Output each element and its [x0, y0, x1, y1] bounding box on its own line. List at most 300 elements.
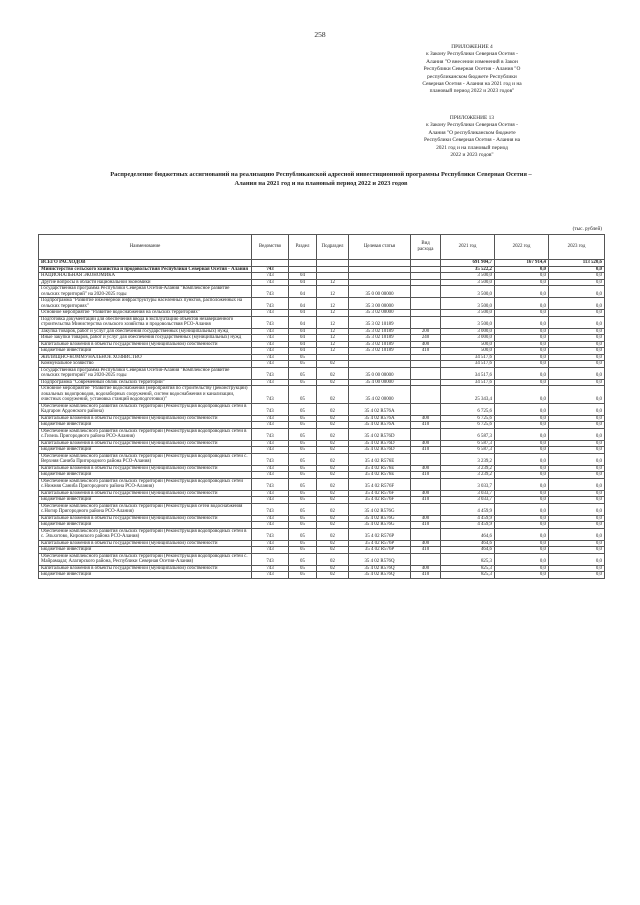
- column-header: 2021 год: [441, 235, 495, 260]
- table-cell: 35 4 02 R576P: [349, 540, 411, 547]
- table-cell: 0,0: [495, 478, 549, 490]
- table-cell: 0,0: [495, 310, 549, 317]
- column-header: Ведомство: [252, 235, 289, 260]
- title-lines-line: Распределение бюджетных ассигнований на реализацию Республиканской адресной инвестиционной программы Республики Северная Осетия –: [110, 171, 532, 178]
- table-cell: Капитальные вложения в объекты государственной (муниципальной) собственности: [39, 565, 252, 572]
- table-cell: 12: [317, 341, 349, 348]
- table-cell: 743: [252, 497, 289, 504]
- table-cell: 0,0: [549, 415, 605, 422]
- table-cell: 500,0: [441, 348, 495, 355]
- column-header: 2022 год: [495, 235, 549, 260]
- table-cell: 0,0: [549, 528, 605, 540]
- table-cell: 02: [317, 361, 349, 368]
- table-cell: 02: [317, 472, 349, 479]
- table-cell: 743: [252, 478, 289, 490]
- table-cell: 0,0: [495, 465, 549, 472]
- table-row: [39, 572, 605, 579]
- appendix-4-line: Алания "О внесении изменений в Закон: [426, 58, 518, 65]
- table-cell: 12: [317, 316, 349, 328]
- table-cell: Капитальные вложения в объекты государственной (муниципальной) собственности: [39, 490, 252, 497]
- table-cell: 400: [411, 490, 441, 497]
- table-cell: 410: [411, 497, 441, 504]
- table-cell: 35 4 02 R576A: [349, 415, 411, 422]
- table-cell: ВСЕГО РАСХОДОВ: [39, 260, 252, 267]
- table-cell: 4 459,9: [441, 503, 495, 515]
- table-cell: 6 587,3: [441, 428, 495, 440]
- table-cell: 0,0: [549, 403, 605, 415]
- table-cell: 02: [317, 497, 349, 504]
- table-cell: 464,6: [441, 540, 495, 547]
- table-cell: 35 4 00 00000: [349, 379, 411, 386]
- table-cell: 04: [289, 279, 317, 286]
- table-cell: Бюджетные инвестиции: [39, 472, 252, 479]
- table-cell: 0,0: [549, 472, 605, 479]
- table-cell: 0,0: [495, 354, 549, 361]
- table-cell: Капитальные вложения в объекты государственной (муниципальной) собственности: [39, 515, 252, 522]
- table-cell: 743: [252, 428, 289, 440]
- table-cell: 400: [411, 440, 441, 447]
- table-cell: 35 4 02 R576F: [349, 490, 411, 497]
- table-cell: 743: [252, 490, 289, 497]
- table-cell: Бюджетные инвестиции: [39, 547, 252, 554]
- table-cell: 3 500,0: [441, 316, 495, 328]
- table-cell: 3 000,0: [441, 335, 495, 342]
- table-cell: 05: [289, 540, 317, 547]
- table-cell: 04: [289, 335, 317, 342]
- table-cell: 12: [317, 286, 349, 298]
- appendix-13-line: к Закону Республики Северная Осетия -: [426, 122, 518, 129]
- table-cell: 3 033,7: [441, 490, 495, 497]
- table-cell: 35 4 02 R576Q: [349, 565, 411, 572]
- table-cell: 410: [411, 447, 441, 454]
- table-cell: 02: [317, 447, 349, 454]
- table-cell: Подпрограмма "Современный облик сельских территорий": [39, 379, 252, 386]
- table-cell: 6 587,3: [441, 440, 495, 447]
- table-cell: 0,0: [549, 316, 605, 328]
- table-cell: 0,0: [549, 478, 605, 490]
- table-cell: [411, 286, 441, 298]
- table-cell: 35 3 02 10189: [349, 335, 411, 342]
- table-cell: 04: [289, 341, 317, 348]
- table-cell: 0,0: [495, 367, 549, 379]
- table-cell: 35 4 02 R576D: [349, 447, 411, 454]
- table-cell: 743: [252, 354, 289, 361]
- table-cell: 743: [252, 547, 289, 554]
- table-cell: 0,0: [495, 279, 549, 286]
- table-cell: 743: [252, 279, 289, 286]
- table-cell: 12: [317, 328, 349, 335]
- table-cell: 12: [317, 310, 349, 317]
- table-cell: 743: [252, 422, 289, 429]
- column-header: 2023 год: [549, 235, 605, 260]
- table-cell: 12: [317, 335, 349, 342]
- title-lines-line: Алания на 2021 год и на плановый период 2022 и 2023 годов: [234, 179, 408, 187]
- table-cell: 400: [411, 415, 441, 422]
- appendix-4-header: [372, 44, 572, 96]
- table-cell: 0,0: [549, 553, 605, 565]
- table-cell: 743: [252, 310, 289, 317]
- table-cell: 743: [252, 341, 289, 348]
- table-cell: 410: [411, 572, 441, 579]
- table-cell: 35 4 02 R576A: [349, 403, 411, 415]
- table-cell: 05: [289, 547, 317, 554]
- page-number: 258: [314, 30, 326, 39]
- table-cell: 0,0: [549, 428, 605, 440]
- table-cell: 410: [411, 422, 441, 429]
- table-cell: 35 3 00 00000: [349, 298, 411, 310]
- table-cell: [411, 403, 441, 415]
- table-cell: 05: [289, 497, 317, 504]
- table-cell: Бюджетные инвестиции: [39, 522, 252, 529]
- table-cell: 04: [289, 286, 317, 298]
- table-cell: 3 033,7: [441, 497, 495, 504]
- table-body: [39, 260, 605, 579]
- table-cell: 05: [289, 472, 317, 479]
- table-cell: 410: [411, 348, 441, 355]
- table-cell: Подпрограмма "Развитие инженерной инфраструктуры населенных пунктов, расположенных на сельских территориях": [39, 298, 252, 310]
- table-cell: 3 500,0: [441, 273, 495, 280]
- table-cell: 0,0: [495, 472, 549, 479]
- table-cell: [411, 386, 441, 404]
- table-cell: Обеспечение комплексного развития сельских территорий (Реконструкция водопроводных сетей с. Майрамадаг, Алагирского района, Республики Северная Осетия-Алания): [39, 553, 252, 565]
- table-cell: 05: [289, 415, 317, 422]
- table-row: [39, 403, 605, 415]
- table-cell: Коммунальное хозяйство: [39, 361, 252, 368]
- table-cell: 4 459,9: [441, 522, 495, 529]
- table-cell: 05: [289, 367, 317, 379]
- table-cell: 02: [317, 515, 349, 522]
- table-cell: 743: [252, 348, 289, 355]
- table-cell: 05: [289, 428, 317, 440]
- table-cell: 743: [252, 553, 289, 565]
- table-cell: 0,0: [495, 298, 549, 310]
- table-cell: 05: [289, 522, 317, 529]
- appendix-4-line: республиканском бюджете Республики: [427, 73, 517, 80]
- table-cell: 240: [411, 335, 441, 342]
- table-cell: 35 4 02 R576P: [349, 528, 411, 540]
- table-cell: 464,6: [441, 547, 495, 554]
- table-cell: 12: [317, 348, 349, 355]
- table-cell: 35 4 02 R576E: [349, 472, 411, 479]
- table-cell: 500,0: [441, 341, 495, 348]
- table-cell: Бюджетные инвестиции: [39, 422, 252, 429]
- table-cell: 35 4 02 R576Q: [349, 572, 411, 579]
- table-cell: Капитальные вложения в объекты государственной (муниципальной) собственности: [39, 415, 252, 422]
- table-cell: 0,0: [549, 361, 605, 368]
- table-cell: 05: [289, 565, 317, 572]
- table-cell: 0,0: [495, 447, 549, 454]
- table-cell: 05: [289, 490, 317, 497]
- table-cell: 34 517,6: [441, 361, 495, 368]
- table-cell: Обеспечение комплексного развития сельских территорий (Реконструкция водопроводных сетей в с.Гизель Пригородного района РСО-Алания): [39, 428, 252, 440]
- table-cell: 6 725,6: [441, 422, 495, 429]
- table-cell: 0,0: [495, 497, 549, 504]
- table-cell: 0,0: [495, 453, 549, 465]
- table-cell: 743: [252, 503, 289, 515]
- table-cell: 05: [289, 403, 317, 415]
- table-cell: 0,0: [495, 528, 549, 540]
- appendix-4-line: ПРИЛОЖЕНИЕ 4: [451, 44, 493, 50]
- table-cell: 0,0: [549, 540, 605, 547]
- table-cell: 0,0: [495, 422, 549, 429]
- table-cell: 0,0: [549, 266, 605, 273]
- table-row: [39, 553, 605, 565]
- table-cell: 04: [289, 328, 317, 335]
- table-cell: 743: [252, 440, 289, 447]
- table-cell: 05: [289, 453, 317, 465]
- table-cell: 0,0: [495, 553, 549, 565]
- table-cell: Бюджетные инвестиции: [39, 497, 252, 504]
- table-cell: [411, 367, 441, 379]
- table-cell: 743: [252, 386, 289, 404]
- table-cell: 0,0: [549, 298, 605, 310]
- table-cell: 04: [289, 316, 317, 328]
- table-cell: Другие вопросы в области национальной экономики: [39, 279, 252, 286]
- appendix-13-line: Алания "О республиканском бюджете: [428, 129, 516, 136]
- table-cell: Капитальные вложения в объекты государственной (муниципальной) собственности: [39, 465, 252, 472]
- column-header: Подраздел: [317, 235, 349, 260]
- table-cell: 0,0: [549, 386, 605, 404]
- table-row: [39, 453, 605, 465]
- table-cell: 35 0 00 00000: [349, 286, 411, 298]
- table-cell: 0,0: [549, 440, 605, 447]
- table-cell: [411, 503, 441, 515]
- table-cell: Обеспечение комплексного развития сельских территорий (Реконструкция водопроводных сетей с. Верхняя Саниба Пригородного района РСО-Алания): [39, 453, 252, 465]
- table-cell: 05: [289, 447, 317, 454]
- table-cell: 04: [289, 348, 317, 355]
- column-header: Наименование: [39, 235, 252, 260]
- table-cell: Бюджетные инвестиции: [39, 348, 252, 355]
- table-cell: 04: [289, 310, 317, 317]
- table-cell: 0,0: [549, 497, 605, 504]
- table-cell: 825,3: [441, 553, 495, 565]
- table-cell: 0,0: [495, 348, 549, 355]
- table-cell: 0,0: [549, 335, 605, 342]
- table-cell: [411, 528, 441, 540]
- table-cell: 02: [317, 386, 349, 404]
- table-cell: Государственная программа Республики Северная Осетия-Алания "Комплексное развитие сельских территорий" на 2020-2025 годы: [39, 286, 252, 298]
- table-cell: 02: [317, 490, 349, 497]
- table-cell: 35 4 02 R576E: [349, 465, 411, 472]
- table-cell: 0,0: [549, 572, 605, 579]
- table-cell: 35 4 02 00000: [349, 386, 411, 404]
- table-cell: 05: [289, 386, 317, 404]
- table-cell: 05: [289, 478, 317, 490]
- table-row: [39, 316, 605, 328]
- table-cell: 0,0: [549, 310, 605, 317]
- table-cell: 0,0: [549, 447, 605, 454]
- table-cell: 743: [252, 379, 289, 386]
- table-cell: 0,0: [549, 422, 605, 429]
- table-cell: 743: [252, 465, 289, 472]
- appendix-13-line: 2022 и 2023 годов": [450, 152, 494, 159]
- table-cell: 05: [289, 503, 317, 515]
- table-cell: 3 000,0: [441, 328, 495, 335]
- table-cell: 02: [317, 528, 349, 540]
- table-cell: 743: [252, 335, 289, 342]
- table-cell: 0,0: [495, 335, 549, 342]
- table-cell: 35 4 02 R576Q: [349, 553, 411, 565]
- table-cell: Бюджетные инвестиции: [39, 447, 252, 454]
- table-cell: 35 4 02 R576D: [349, 428, 411, 440]
- table-cell: 3 239,2: [441, 472, 495, 479]
- table-cell: 6 587,3: [441, 447, 495, 454]
- table-cell: 35 3 02 10189: [349, 328, 411, 335]
- table-cell: 3 500,0: [441, 286, 495, 298]
- table-cell: 0,0: [495, 379, 549, 386]
- table-cell: 743: [252, 403, 289, 415]
- table-cell: 0,0: [549, 354, 605, 361]
- table-cell: Подготовка документации для обеспечения ввода в эксплуатацию объектов незавершенного строительства Министерства сельского хозяйства и продовольствия РСО-Алания: [39, 316, 252, 328]
- table-cell: 35 522,2: [441, 266, 495, 273]
- table-cell: 35 3 02 10189: [349, 348, 411, 355]
- table-cell: Иные закупки товаров, работ и услуг для обеспечения государственных (муниципальных) нужд: [39, 335, 252, 342]
- table-cell: 12: [317, 279, 349, 286]
- table-cell: 743: [252, 472, 289, 479]
- appendix-4-line: Республики Северная Осетия - Алания "О: [423, 66, 521, 73]
- table-cell: 05: [289, 553, 317, 565]
- table-cell: 743: [252, 266, 289, 273]
- table-row: [39, 503, 605, 515]
- table-cell: 02: [317, 565, 349, 572]
- table-cell: 0,0: [549, 547, 605, 554]
- table-cell: Закупка товаров, работ и услуг для обеспечения государственных (муниципальных) нужд: [39, 328, 252, 335]
- table-cell: 410: [411, 522, 441, 529]
- table-cell: 35 3 02 10189: [349, 316, 411, 328]
- table-cell: 410: [411, 547, 441, 554]
- table-cell: 0,0: [495, 266, 549, 273]
- table-cell: 02: [317, 540, 349, 547]
- table-cell: 02: [317, 478, 349, 490]
- table-cell: 02: [317, 415, 349, 422]
- table-cell: 743: [252, 273, 289, 280]
- table-cell: Государственная программа Республики Северная Осетия-Алания "Комплексное развитие сельских территорий" на 2020-2025 годы: [39, 367, 252, 379]
- table-cell: 743: [252, 447, 289, 454]
- table-cell: 0,0: [495, 386, 549, 404]
- table-cell: 0,0: [549, 341, 605, 348]
- table-cell: Обеспечение комплексного развития сельских территорий (Реконструкция водопроводных сетей в с. Эльхотово, Кировского района РСО-Алания): [39, 528, 252, 540]
- table-cell: 35 4 02 R576D: [349, 440, 411, 447]
- table-cell: 02: [317, 503, 349, 515]
- table-cell: 35 4 02 R576G: [349, 503, 411, 515]
- table-cell: 743: [252, 572, 289, 579]
- table-row: [39, 478, 605, 490]
- table-cell: 02: [317, 403, 349, 415]
- table-cell: 0,0: [549, 453, 605, 465]
- table-cell: 200: [411, 328, 441, 335]
- table-cell: 743: [252, 298, 289, 310]
- table-cell: 0,0: [495, 547, 549, 554]
- table-cell: Обеспечение комплексного развития сельских территорий (Реконструкция водопроводных сетей с.Нижняя Саниба Пригородного района РСО-Алания): [39, 478, 252, 490]
- table-header-row: [39, 235, 605, 260]
- table-cell: 743: [252, 522, 289, 529]
- table-cell: 35 4 02 R576G: [349, 515, 411, 522]
- table-cell: 743: [252, 415, 289, 422]
- appendix-13-line: Республики Северная Осетия - Алания на: [424, 137, 520, 144]
- table-cell: 4 459,9: [441, 515, 495, 522]
- table-cell: 05: [289, 572, 317, 579]
- table-cell: 400: [411, 540, 441, 547]
- table-cell: 0,0: [549, 565, 605, 572]
- table-cell: 04: [289, 273, 317, 280]
- table-cell: 400: [411, 565, 441, 572]
- table-cell: 02: [317, 379, 349, 386]
- table-row: [39, 298, 605, 310]
- table-cell: [411, 453, 441, 465]
- document-title: [38, 171, 604, 188]
- table-cell: 02: [317, 572, 349, 579]
- table-cell: 410: [411, 472, 441, 479]
- table-row: [39, 386, 605, 404]
- table-cell: 0,0: [549, 515, 605, 522]
- table-cell: 743: [252, 367, 289, 379]
- table-cell: 12: [317, 298, 349, 310]
- table-cell: 3 239,2: [441, 453, 495, 465]
- table-cell: 05: [289, 379, 317, 386]
- table-cell: 400: [411, 515, 441, 522]
- table-cell: Обеспечение комплексного развития сельских территорий (Реконструкция водопроводных сетей в Кадгарон Ардонского района): [39, 403, 252, 415]
- table-cell: Капитальные вложения в объекты государственной (муниципальной) собственности: [39, 440, 252, 447]
- table-cell: 743: [252, 316, 289, 328]
- table-cell: 02: [317, 522, 349, 529]
- table-cell: 0,0: [495, 572, 549, 579]
- table-cell: 02: [317, 465, 349, 472]
- table-cell: Основное мероприятие "Развитие водоснабжения (мероприятия по строительству (реконструкции) локальных водопроводов, водозаборных сооружений, систем водоснабжения и канализации, очистных сооружений, установка станций водоподготовки)": [39, 386, 252, 404]
- column-header: Вид расхода: [411, 235, 441, 260]
- table-cell: 6 725,6: [441, 403, 495, 415]
- table-cell: 743: [252, 565, 289, 572]
- table-cell: 0,0: [549, 348, 605, 355]
- table-cell: 35 4 02 R576F: [349, 497, 411, 504]
- table-cell: 0,0: [495, 328, 549, 335]
- table-cell: 05: [289, 528, 317, 540]
- table-cell: 02: [317, 553, 349, 565]
- table-cell: 35 0 00 00000: [349, 367, 411, 379]
- appendix-4-line: к Закону Республики Северная Осетия -: [426, 51, 518, 58]
- table-cell: 0,0: [495, 490, 549, 497]
- table-cell: 0,0: [495, 273, 549, 280]
- table-cell: 35 4 02 R576G: [349, 522, 411, 529]
- table-cell: 743: [252, 515, 289, 522]
- table-cell: 0,0: [495, 316, 549, 328]
- table-cell: 0,0: [549, 279, 605, 286]
- table-cell: 3 500,0: [441, 279, 495, 286]
- table-cell: 3 033,7: [441, 478, 495, 490]
- table-cell: 400: [411, 341, 441, 348]
- table-cell: 35 4 02 R576P: [349, 547, 411, 554]
- table-cell: 34 517,6: [441, 354, 495, 361]
- table-cell: 05: [289, 465, 317, 472]
- table-cell: [411, 428, 441, 440]
- table-cell: 02: [317, 428, 349, 440]
- table-cell: 0,0: [549, 328, 605, 335]
- budget-table: [38, 234, 605, 579]
- table-cell: Капитальные вложения в объекты государственной (муниципальной) собственности: [39, 540, 252, 547]
- table-cell: 0,0: [549, 465, 605, 472]
- table-cell: 0,0: [495, 515, 549, 522]
- table-cell: [411, 478, 441, 490]
- table-cell: Бюджетные инвестиции: [39, 572, 252, 579]
- table-cell: 0,0: [495, 503, 549, 515]
- table-cell: 0,0: [549, 522, 605, 529]
- table-cell: 825,3: [441, 572, 495, 579]
- table-cell: Основное мероприятие "Развитие водоснабжения на сельских территориях": [39, 310, 252, 317]
- table-cell: 35 3 02 10189: [349, 341, 411, 348]
- units-label: (тыс. рублей): [572, 226, 602, 232]
- table-cell: 743: [252, 540, 289, 547]
- table-cell: 743: [252, 453, 289, 465]
- table-cell: 3 500,0: [441, 298, 495, 310]
